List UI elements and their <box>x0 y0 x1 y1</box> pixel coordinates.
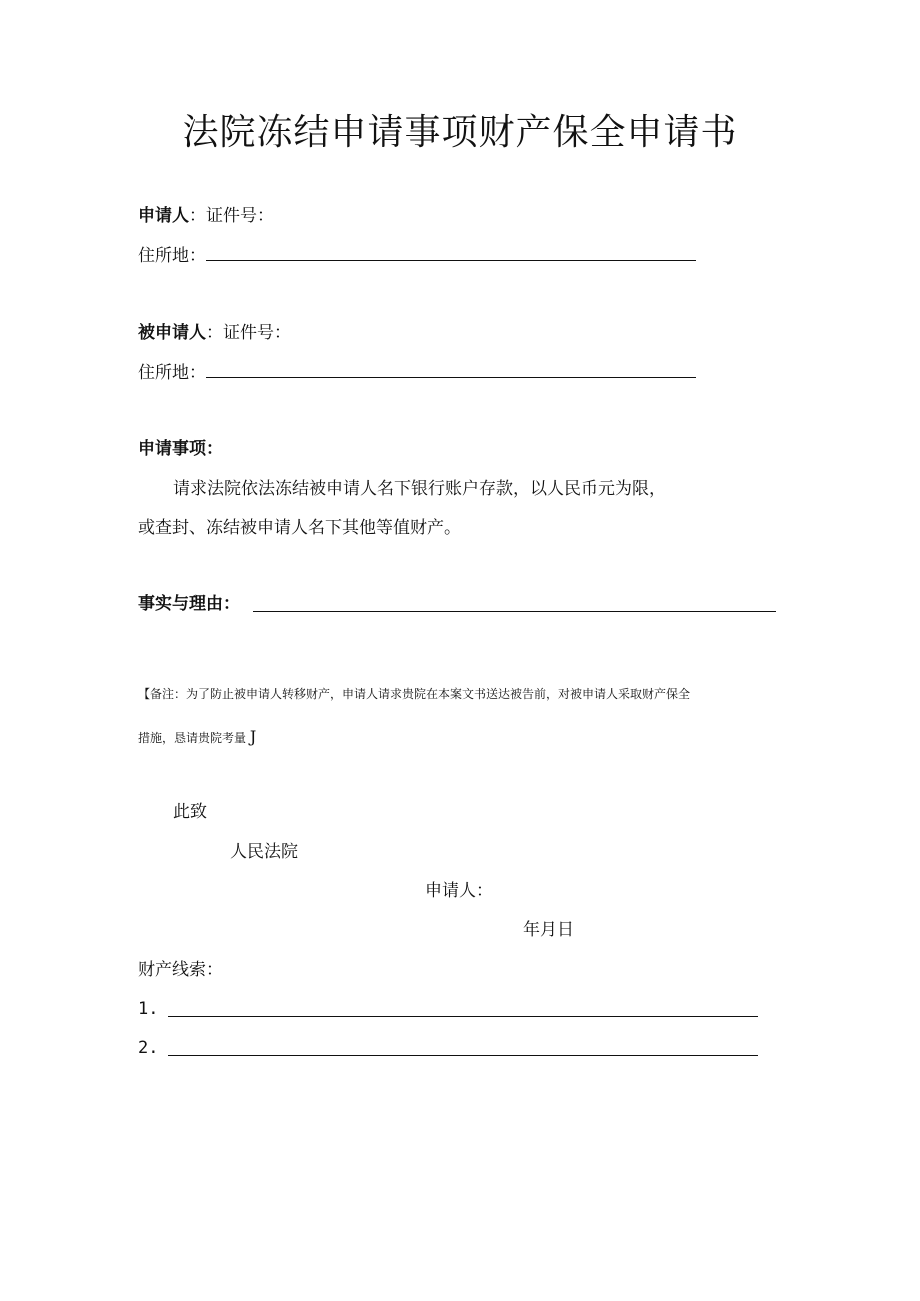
applicant-line <box>138 204 274 228</box>
clue-item-2-number: 2. <box>138 1038 159 1058</box>
clue-item-1-number: 1. <box>138 999 159 1019</box>
clue-item-2 <box>138 1036 158 1060</box>
applicant-label: 申请人 <box>138 206 189 226</box>
signer-label: 申请人： <box>425 881 493 901</box>
request-line-2: 或查封、冻结被申请人名下其他等值财产。 <box>138 518 461 538</box>
clue-item-1-blank[interactable] <box>168 1016 758 1017</box>
applicant-id-label: 证件号： <box>206 206 274 226</box>
applicant-address-blank[interactable] <box>206 244 696 261</box>
clues-heading: 财产线索： <box>138 960 223 980</box>
applicant-address-label: 住所地： <box>138 246 206 266</box>
respondent-address-line <box>138 361 696 385</box>
note-line-2 <box>138 728 256 747</box>
request-heading: 申请事项： <box>138 439 223 459</box>
respondent-colon: ： <box>206 323 223 343</box>
respondent-address-blank[interactable] <box>206 361 696 378</box>
note-line-1: 【备注：为了防止被申请人转移财产，申请人请求贵院在本案文书送达被告前，对被申请人采取财产保全 <box>138 687 691 701</box>
date-label: 年月日 <box>523 920 574 940</box>
court-name: 人民法院 <box>230 842 298 862</box>
respondent-id-label: 证件号： <box>223 323 291 343</box>
facts-blank[interactable] <box>253 611 776 612</box>
applicant-colon: ： <box>189 206 206 226</box>
respondent-label: 被申请人 <box>138 323 206 343</box>
respondent-line <box>138 321 291 345</box>
note-line-2-text: 措施，恳请贵院考量 <box>138 731 247 745</box>
facts-line <box>138 592 240 616</box>
request-line-1: 请求法院依法冻结被申请人名下银行账户存款，以人民币元为限， <box>173 479 666 499</box>
note-closing-bracket: J <box>249 727 257 746</box>
salute: 此致 <box>173 802 207 822</box>
document-title: 法院冻结申请事项财产保全申请书 <box>182 112 738 153</box>
facts-heading: 事实与理由： <box>138 594 240 614</box>
applicant-address-line <box>138 244 696 268</box>
clue-item-2-blank[interactable] <box>168 1055 758 1056</box>
respondent-address-label: 住所地： <box>138 363 206 383</box>
clue-item-1 <box>138 997 158 1021</box>
